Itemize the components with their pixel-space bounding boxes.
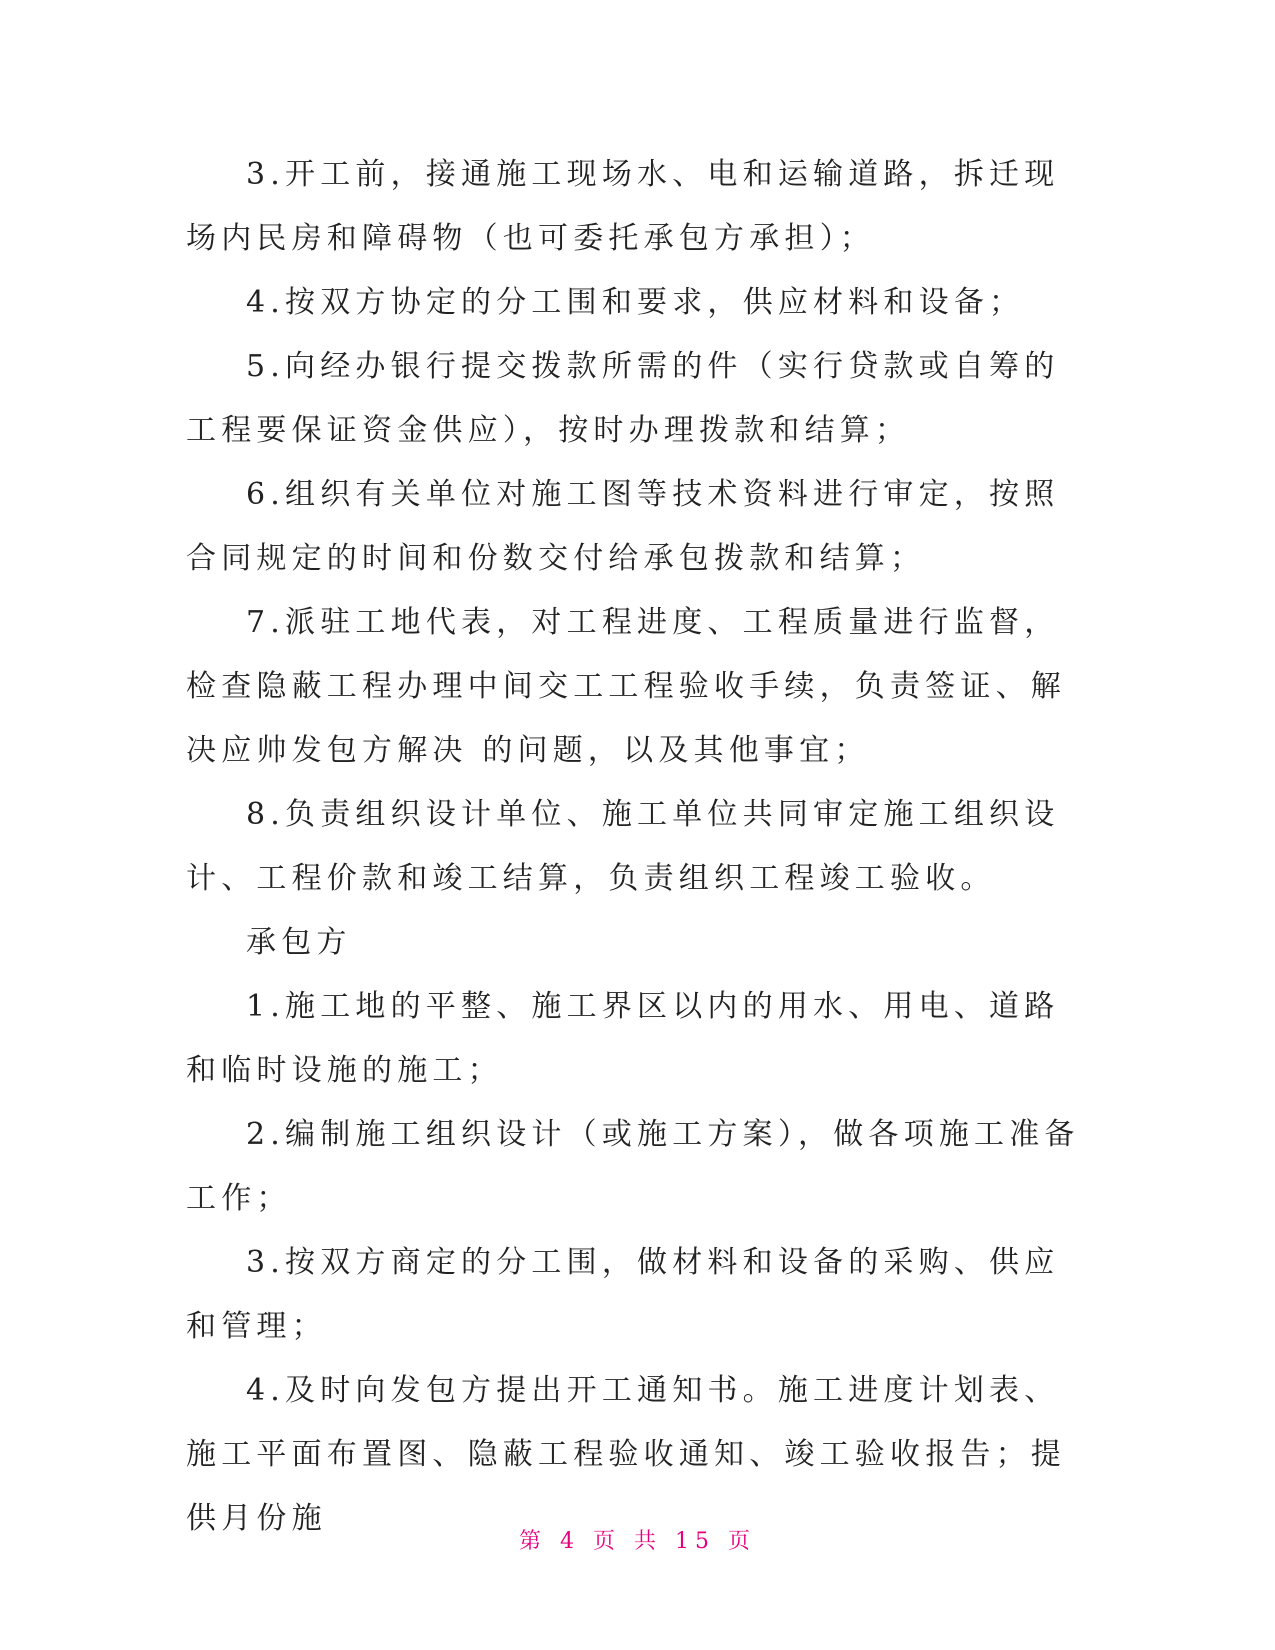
contractor-item-1: 1.施工地的平整、施工界区以内的用水、用电、道路和临时设施的施工； (186, 989, 1060, 1088)
contractor-item-3: 3.按双方商定的分工围，做材料和设备的采购、供应和管理； (186, 1245, 1060, 1344)
paragraph-item-6: 6.组织有关单位对施工图等技术资料进行审定，按照合同规定的时间和份数交付给承包拨款和结算； (186, 477, 1060, 576)
page-number-label: 第 4 页 共 15 页 (519, 1529, 756, 1554)
paragraph-item-7: 7.派驻工地代表，对工程进度、工程质量进行监督，检查隐蔽工程办理中间交工工程验收手续，负责签证、解决应帅发包方解决 的问题，以及其他事宜； (186, 605, 1066, 768)
contractor-item-4: 4.及时向发包方提出开工通知书。施工进度计划表、施工平面布置图、隐蔽工程验收通知、竣工验收报告；提供月份施 (186, 1373, 1066, 1536)
contractor-item-2: 2.编制施工组织设计（或施工方案），做各项施工准备工作； (186, 1117, 1080, 1216)
section-heading-contractor: 承包方 (246, 925, 352, 960)
document-body (186, 143, 1086, 1551)
paragraph-item-3: 3.开工前，接通施工现场水、电和运输道路，拆迁现场内民房和障碍物（也可委托承包方承担）； (186, 157, 1060, 256)
paragraph-item-5: 5.向经办银行提交拨款所需的件（实行贷款或自筹的工程要保证资金供应），按时办理拨款和结算； (186, 349, 1060, 448)
page-footer (0, 1524, 1275, 1555)
paragraph-item-8: 8.负责组织设计单位、施工单位共同审定施工组织设计、工程价款和竣工结算，负责组织工程竣工验收。 (186, 797, 1060, 896)
paragraph-item-4: 4.按双方协定的分工围和要求，供应材料和设备； (246, 285, 1025, 320)
